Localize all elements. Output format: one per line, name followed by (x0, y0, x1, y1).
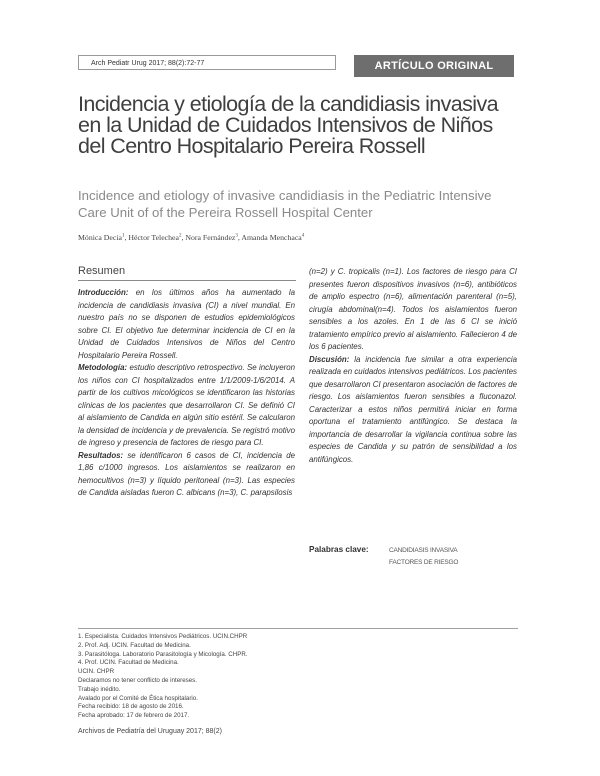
footnote-line: Fecha recibido: 18 de agosto de 2016. (78, 703, 184, 711)
abstract-methodology (78, 362, 295, 450)
results-text: se identificaron 6 casos de CI, incidencia de 1,86 c/1000 ingresos. Los aislamientos se realizaron en hemocultivos (n=3) y líquido peritoneal (n=3). Las especies de Candida aisladas fueron C. albicans (n=3), C. parapsilosis (78, 450, 295, 497)
footnote-line: Fecha aprobado: 17 de febrero de 2017. (78, 712, 190, 720)
footnote-line: 3. Parasitóloga. Laboratorio Parasitología y Micología. CHPR. (78, 650, 248, 658)
abstract-results (78, 450, 295, 500)
author-name: Amanda Menchaca (241, 233, 302, 242)
footnote-line: 2. Prof. Adj. UCIN. Facultad de Medicina. (78, 641, 191, 649)
methodology-label: Metodología: (78, 363, 128, 372)
footnote-line: Trabajo inédito. (78, 685, 121, 693)
keyword-item: FACTORES DE RIESGO (389, 559, 459, 566)
author-affiliation: 2 (178, 233, 182, 239)
abstract-column-left (78, 287, 295, 500)
footnote-line: 1. Especialista. Cuidados Intensivos Pediátricos. UCIN.CHPR (78, 633, 248, 640)
keywords-list (389, 545, 458, 569)
abstract-discussion (309, 354, 517, 467)
footnotes (78, 633, 518, 721)
keyword-item: CANDIDIASIS INVASIVA (389, 547, 458, 554)
journal-citation: Arch Pediatr Urug 2017; 88(2):72-77 (78, 55, 336, 70)
author-affiliation: 3 (235, 233, 238, 239)
footnote-divider (78, 628, 518, 629)
footnote-line: 4. Prof. UCIN. Facultad de Medicina. (78, 659, 179, 667)
page-footer: Archivos de Pediatría del Uruguay 2017; 88(2) (78, 728, 222, 735)
author-name: Héctor Telechea (128, 233, 179, 242)
keywords-label: Palabras clave: (309, 545, 369, 554)
footnote-line: Declaramos no tener conflicto de intereses. (78, 676, 197, 684)
author-list: Mónica Decia$^1$, Héctor Telechea$^2$, Nora Fernández$^3$, Amanda Menchaca$^4$ (78, 233, 305, 242)
title-english: Incidence and etiology of invasive candidiasis in the Pediatric Intensive Care Unit of of the Pereira Rossell Hospital Center (78, 188, 492, 220)
abstract-introduction (78, 287, 295, 362)
results-label: Resultados: (78, 450, 124, 460)
abstract-heading: Resumen (78, 265, 126, 277)
discussion-text: la incidencia fue similar a otra experiencia realizada en cuidados intensivos pediátricos. Los pacientes que desarrollaron CI presentaron asociación de factores de riesgo. Los aislamientos fueron sensibles a fluconazol. Caracterizar a estos niños permitirá iniciar en forma oportuna el tratamiento antifúngico. Se destaca la importancia de desarrollar la vigilancia continua sobre las especies de Candida y su patrón de sensibilidad a los antifúngicos. (309, 354, 517, 464)
footnote-line: Avalado por el Comité de Ética hospitalario. (78, 694, 198, 702)
footnote-line: UCIN. CHPR (78, 668, 115, 676)
author-name: Nora Fernández (185, 233, 236, 242)
author-name: Mónica Decia (78, 233, 122, 242)
article-type-label: ARTÍCULO ORIGINAL (354, 55, 514, 77)
title-spanish: Incidencia y etiología de la candidiasis invasiva en la Unidad de Cuidados Intensivos de Niños del Centro Hospitalario Pereira Rossell (78, 92, 498, 158)
discussion-label: Discusión: (309, 354, 350, 364)
author-affiliation: 1 (121, 233, 125, 239)
heading-divider (78, 280, 296, 281)
results-continued: (n=2) y C. tropicalis (n=1). Los factores de riesgo para CI presentes fueron dispositivos invasivos (n=6), antibióticos de amplio espectro (n=6), alimentación parenteral (n=5), cirugía abdominal(n=4). Todos los aislamientos fueron sensibles a los azoles. En 1 de las 6 CI se inició tratamiento empírico previo al aislamiento. Fallecieron 4 de los 6 pacientes. (309, 267, 517, 351)
author-affiliation: 4 (301, 233, 305, 239)
methodology-text: estudio descriptivo retrospectivo. Se incluyeron los niños con CI hospitalizados entre 1/1/2009-1/6/2014. A partir de los cultivos micológicos se identificaron las historias clínicas de los pacientes que desarrollaron CI. Se definió CI al aislamiento de Candida en algún sitio estéril. Se calcularon la densidad de incidencia y de prevalencia. Se registró motivo de ingreso y presencia de factores de riesgo para CI. (78, 363, 295, 447)
abstract-column-right (309, 266, 517, 466)
introduction-text: en los últimos años ha aumentado la incidencia de candidiasis invasiva (CI) a nivel mundial. En nuestro país no se disponen de estudios epidemiológicos sobre CI. El objetivo fue determinar incidencia de CI en la Unidad de Cuidados Intensivos de Niños del Centro Hospitalario Pereira Rossell. (78, 288, 295, 360)
introduction-label: Introducción: (78, 288, 129, 297)
